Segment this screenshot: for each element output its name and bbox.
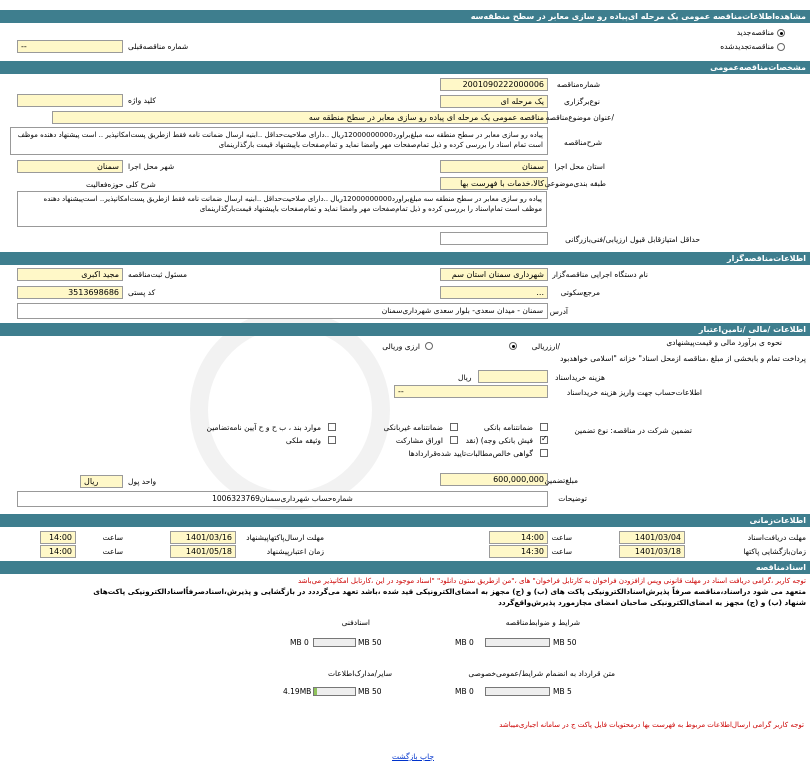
section-docs: اسناد‌مناقصه [0,561,810,574]
validity-date[interactable]: 1401/05/18 [170,545,236,558]
rial-label: /ارزریالی [531,342,560,351]
open-time[interactable]: 14:30 [489,545,548,558]
renewed-tender-radio[interactable] [777,43,785,51]
doc-fee-unit: ریال [458,373,472,382]
postal-field[interactable]: 3513698686 [17,286,123,299]
tender-number-field[interactable]: 2001090222000006 [440,78,548,91]
validity-time[interactable]: 14:00 [40,545,76,558]
ref-field[interactable]: ... [440,286,548,299]
address-box: سمنان - میدان سعدی- بلوار سعدی شهرداری‌سمنان [17,303,548,319]
time-label-1: ساعت [551,533,572,542]
subject-label: /عنوان موضوع‌مناقصه [545,113,614,122]
validity-label: زمان اعتبارپیشنهاد [266,547,324,556]
rial-radio[interactable] [509,342,517,350]
official-field[interactable]: مجید اکبری [17,268,123,281]
keyword-field[interactable] [17,94,123,107]
docs-note-2: متعهد می شود دراسناد،مناقصه صرفاً پذیرش‌اسنادالکترونیکی پاکت های (ب) و (ج) مجهز به امضای‌الکترونیکی قید شده ،باشد تعهد می‌گرددد در بازگشایی و پذیرش،اسنادصرفاًاسنادالکترونیکی پاکت‌های [93,587,806,596]
g-nonbank-check[interactable] [450,423,458,431]
ref-label: مرجع‌سکوتی [560,288,600,297]
amount-label: مبلغ‌تضمین [544,476,578,485]
file3-label: متن قرارداد به انضمام شرایط/عمومی‌خصوصی [468,669,615,678]
city-field[interactable]: سمنان [17,160,123,173]
prev-number-label: شماره مناقصه‌قبلی [128,42,189,51]
g-check-check[interactable] [540,436,548,444]
docs-note-3: شنهاد (ب) و (ج) مجهز به امضای‌الکترونیکی صاحبان امضای مجازمورد پذیرش‌واقع‌گردد [498,598,806,607]
file3-max: 5 MB [553,687,572,696]
g-other-label: موارد بند ، ب ح و ح آیین نامه‌تضامین [206,423,321,432]
g-check-label: فیش بانکی وجه) (نقد [465,436,533,445]
file3-current: 0 MB [455,687,474,696]
city-label: شهر محل اجرا [128,162,175,171]
send-date[interactable]: 1401/03/16 [170,531,236,544]
g-bank-check[interactable] [540,423,548,431]
section-finance: اطلاعات‌ /مالی /تامین‌اعتبار [0,323,810,336]
category-field[interactable]: کالا،خدمات با فهرست بها [440,177,548,190]
estimate-label: نحوه ی برآورد مالی و قیمت‌پیشنهادی [666,338,782,347]
g-bank-label: ضمانتنامه بانکی [483,423,533,432]
scope-label: شرح کلی حوزه‌فعالیت [86,180,156,189]
time-label-3: ساعت [551,547,572,556]
file2-max: 50 MB [358,638,382,647]
description-box: پیاده رو سازی معابر در سطح منطقه سه مبلغ‌براورد12000000000ریال ..دارای صلاحیت‌حداقل ..ابنیه ارسال ضمانت نامه فقط ازطریق پست‌امکانپذیر .. است پیشنهاد دهنده موظف است تمام اسناد را بررسی کرده و ذیل تمام‌صفحات مهر وامضا نماید و تمام‌صفحات باپیشنهاد قیمت بارگذارینمای [10,127,548,155]
amount-field[interactable]: 600,000,000 [440,473,548,486]
send-label: مهلت ارسال‌پاکتهاپیشنهاد [246,533,324,542]
section-general: مشخصات‌مناقصه‌عمومی [0,61,810,74]
tender-number-label: شماره‌مناقصه [556,80,600,89]
g-claims-label: گواهی خالص‌مطالبات‌تایید شده‌قراردادها [408,449,533,458]
org-label: نام دستگاه اجرایی مناقصه‌گزار [552,270,648,279]
doc-fee-field[interactable] [478,370,548,383]
postal-label: کد پستی [128,288,156,297]
send-time[interactable]: 14:00 [40,531,76,544]
g-property-check[interactable] [328,436,336,444]
file1-progress [485,638,550,647]
file2-progress [313,638,356,647]
time-label-4: ساعت [102,547,123,556]
scope-box: پیاده رو سازی معابر در سطح منطقه سه مبلغ‌براورد12000000000ریال ..دارای صلاحیت‌حداقل ..ابنیه ارسال ضمانت نامه فقط ازطریق پست‌امکانپذیر.. است‌پیشنهاد دهنده موظف است تمام‌اسناد را بررسی کرده و ذیل تمام‌صفحات مهر وامضا نماید و تمام‌صفحات باپیشنهاد قیمت‌بارگذارینمای [17,191,547,227]
account-field[interactable]: -- [394,385,548,398]
watermark-logo [190,310,390,510]
unit-field[interactable]: ریال [80,475,123,488]
g-bonds-label: اوراق مشارکت [395,436,443,445]
renewed-tender-label: مناقصه‌تجدیدشده [720,42,774,51]
fx-radio[interactable] [425,342,433,350]
file4-max: 50 MB [358,687,382,696]
province-label: استان محل اجرا [554,162,605,171]
docs-note-1: توجه کاربر ،گرامی دریافت اسناد در مهلت قانونی وپس ازافزودن فراخوان به کارتابل فراخوان" های ،"من ازطریق ستون دانلود" "اسناد موجود در این ،کارتابل امکانپذیر می‌باشد [297,577,806,585]
doc-receive-time[interactable]: 14:00 [489,531,548,544]
time-label-2: ساعت [102,533,123,542]
file3-progress [485,687,550,696]
stage-field[interactable]: یک مرحله ای [440,95,548,108]
open-label: زمان‌بازگشایی پاکتها [743,547,806,556]
prev-number-field[interactable]: -- [17,40,123,53]
file1-current: 0 MB [455,638,474,647]
category-label: طبقه بندی‌موضوعی [544,179,606,188]
payment-note: پرداخت تمام و بابخشی ‌از مبلغ ،مناقصه ازمحل اسناد" خزانه "اسلامی خواهدبود [560,354,806,363]
doc-fee-label: هزینه خریداسناد [555,373,605,382]
file4-progress [313,687,356,696]
g-other-check[interactable] [328,423,336,431]
file1-max: 50 MB [553,638,577,647]
g-claims-check[interactable] [540,449,548,457]
unit-label: واحد پول [128,477,157,486]
guarantee-label: تضمین شرکت در مناقصه: نوع تضمین [574,426,692,435]
address-label: آدرس [549,307,568,316]
stage-label: نوع‌برگزاری [564,97,600,106]
doc-receive-label: مهلت دریافت‌اسناد [747,533,806,542]
org-field[interactable]: شهرداری سمنان استان سم [440,268,548,281]
notes-box: شماره‌حساب شهرداری‌سمنان1006323769 [17,491,548,507]
min-score-field[interactable] [440,232,548,245]
province-field[interactable]: سمنان [440,160,548,173]
section-timing: اطلاعات‌زمانی [0,514,810,527]
official-label: مسئول ثبت‌مناقصه [128,270,188,279]
doc-receive-date[interactable]: 1401/03/04 [619,531,685,544]
description-label: شرح‌مناقصه [564,138,602,147]
min-score-label: حداقل امتیازقابل قبول ارزیابی/فنی‌بازرگانی [565,235,700,244]
new-tender-label: مناقصه‌جدید [736,28,774,37]
open-date[interactable]: 1401/03/18 [619,545,685,558]
account-label: اطلاعات‌حساب جهت واریز هزینه خریداسناد [566,388,702,397]
file2-current: 0 MB [290,638,309,647]
file4-fill [314,688,317,695]
section-organizer: اطلاعات‌مناقصه‌گزار [0,252,810,265]
file4-current: 4.19MB [283,687,312,696]
g-bonds-check[interactable] [450,436,458,444]
docs-note-4: توجه کاربر گرامی ارسال‌اطلاعات مربوط به فهرست بها درمحتویات فایل پاکت ج در سامانه اجباری‌میباشد [499,721,804,729]
g-property-label: وثیقه ملکی [285,436,321,445]
page-title: مشاهده‌اطلاعات‌مناقصه عمومی یک مرحله ای‌پیاده رو سازی معابر در سطح منطقه‌سه [0,10,810,23]
file1-label: شرایط و ضوابط‌مناقصه [505,618,580,627]
print-back-link[interactable]: چاپ بازگشت [392,752,434,761]
new-tender-radio[interactable] [777,29,785,37]
keyword-label: کلید واژه [128,96,156,105]
subject-field[interactable]: مناقصه عمومی یک مرحله ای پیاده رو سازی معابر در سطح منطقه سه [52,111,548,124]
notes-label: توضیحات [558,494,587,503]
g-nonbank-label: ضمانتنامه غیربانکی [383,423,443,432]
fx-label: ارزی وریالی [382,342,420,351]
file4-label: سایر/مدارک‌اطلاعات [327,669,392,678]
file2-label: اسنادفنی [341,618,370,627]
